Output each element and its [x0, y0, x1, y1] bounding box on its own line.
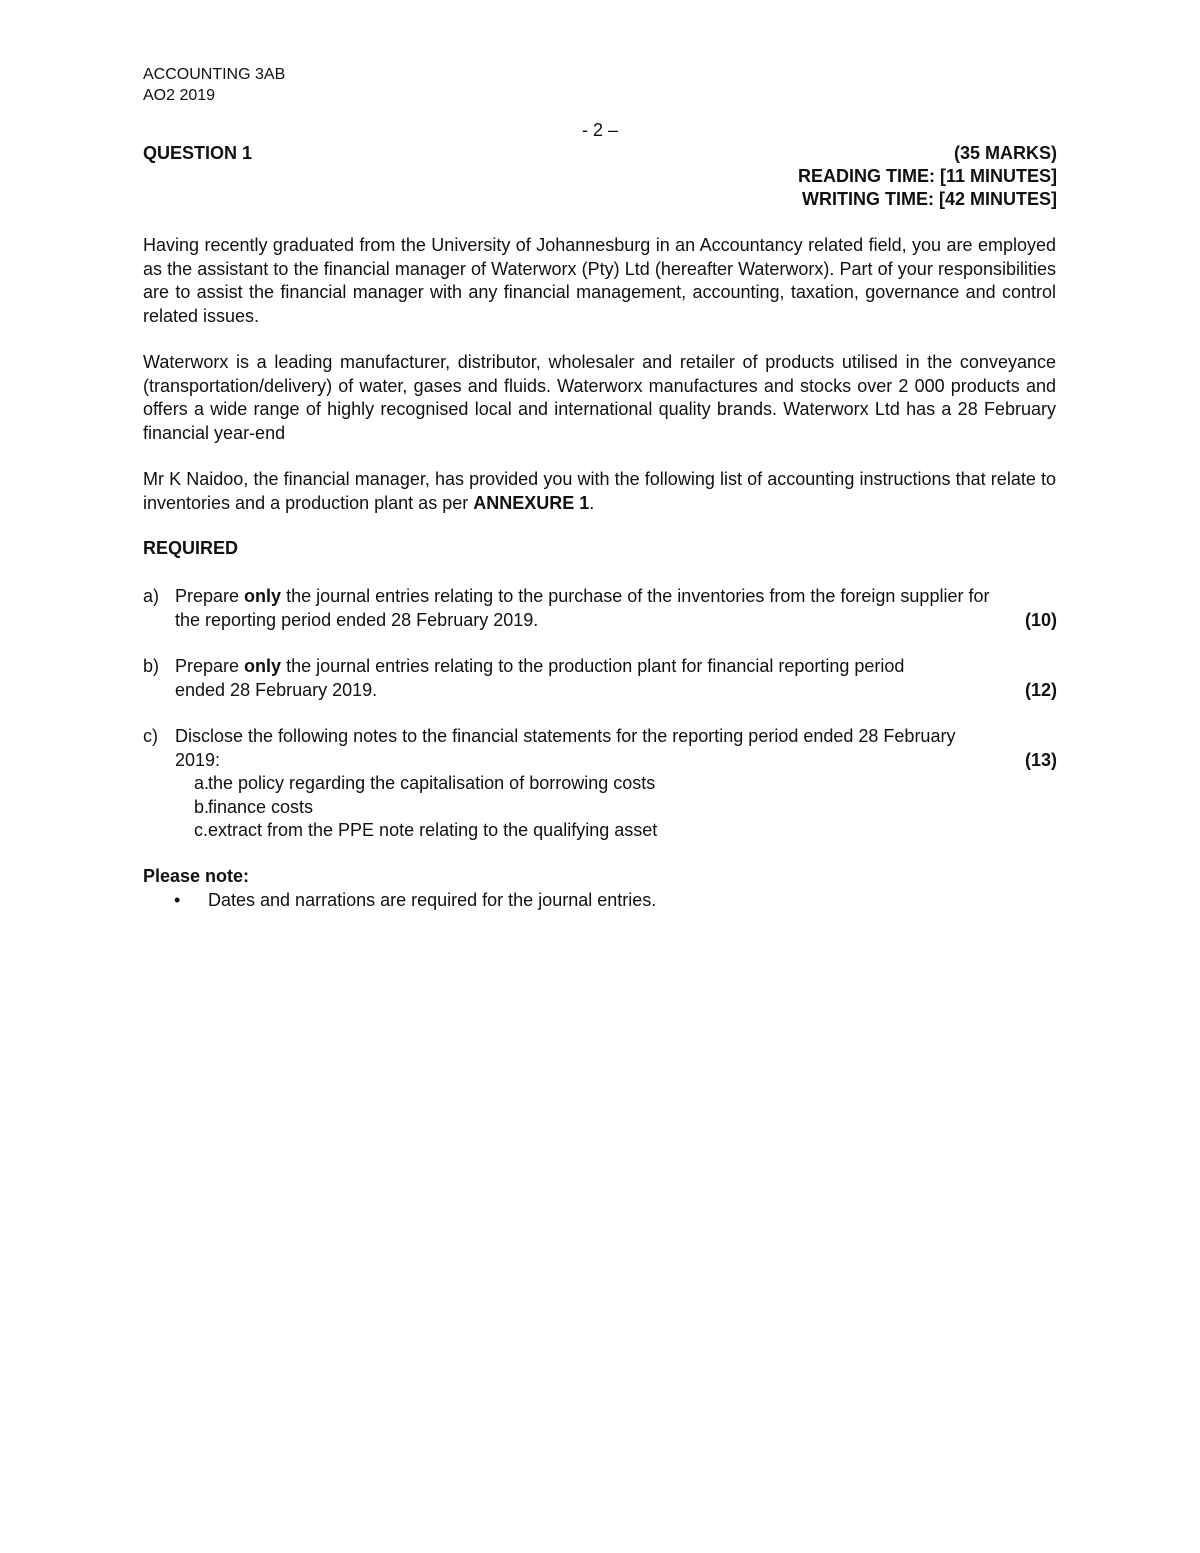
question-title: QUESTION 1 [143, 143, 253, 163]
item-marks: (10) [1024, 609, 1057, 630]
document-header [143, 64, 285, 106]
paragraph-intro: Having recently graduated from the University of Johannesburg in an Accountancy related field, you are employed as the assistant to the financial manager of Waterworx (Pty) Ltd (hereafter Waterworx). Part of your responsibilities are to assist the financial manager with any financial management, accounting, taxation, governance and control related issues. [143, 235, 1056, 326]
required-item-c [143, 725, 1057, 773]
writing-time: WRITING TIME: [42 MINUTES] [802, 189, 1057, 209]
required-heading: REQUIRED [143, 538, 239, 558]
page-number: - 2 – [581, 120, 619, 140]
question-info [798, 142, 1057, 211]
bullet-icon: • [174, 890, 181, 910]
instructions-end: . [589, 492, 595, 513]
question-marks: (35 MARKS) [953, 143, 1057, 163]
item-marks: (13) [1024, 749, 1057, 770]
reading-time: READING TIME: [11 MINUTES] [797, 166, 1057, 186]
item-text: Disclose the following notes to the financial statements for the reporting period ended 28 February 2019: [175, 726, 956, 770]
item-marks: (12) [1024, 679, 1057, 700]
item-label: b) [143, 656, 160, 676]
paragraph-company: Waterworx is a leading manufacturer, distributor, wholesaler and retailer of products utilised in the conveyance (transportation/delivery) of water, gases and fluids. Waterworx manufactures and stocks over 2 000 products and offers a wide range of highly recognised local and international quality brands. Waterworx Ltd has a 28 February financial year-end [143, 352, 1056, 443]
note-heading: Please note: [143, 866, 250, 886]
emphasis: only [244, 586, 282, 606]
note-bullet-text: Dates and narrations are required for the journal entries. [208, 890, 657, 910]
annexure-reference: ANNEXURE 1 [473, 492, 590, 513]
subitem-finance-costs: b. finance costs [194, 796, 314, 817]
instructions-text: Mr K Naidoo, the financial manager, has provided you with the following list of accounting instructions that relate to inventories and a production plant as per [143, 469, 1056, 513]
header-course: ACCOUNTING 3AB [143, 66, 286, 83]
item-label: a) [143, 586, 160, 606]
item-text: Prepare only the journal entries relating to the purchase of the inventories from the foreign supplier for the reporting period ended 28 February 2019. [175, 586, 990, 630]
item-label: c) [143, 726, 158, 746]
emphasis: only [244, 656, 282, 676]
subitem-policy: a. the policy regarding the capitalisation of borrowing costs [194, 773, 656, 793]
item-text: Prepare only the journal entries relating to the production plant for financial reporting period ended 28 February 2019. [175, 656, 905, 700]
subitem-ppe-extract: c. extract from the PPE note relating to the qualifying asset [194, 820, 658, 840]
required-item-a [143, 585, 1057, 633]
paragraph-instructions [143, 468, 1056, 515]
header-assessment: AO2 2019 [143, 87, 216, 104]
required-item-b [143, 655, 1057, 703]
